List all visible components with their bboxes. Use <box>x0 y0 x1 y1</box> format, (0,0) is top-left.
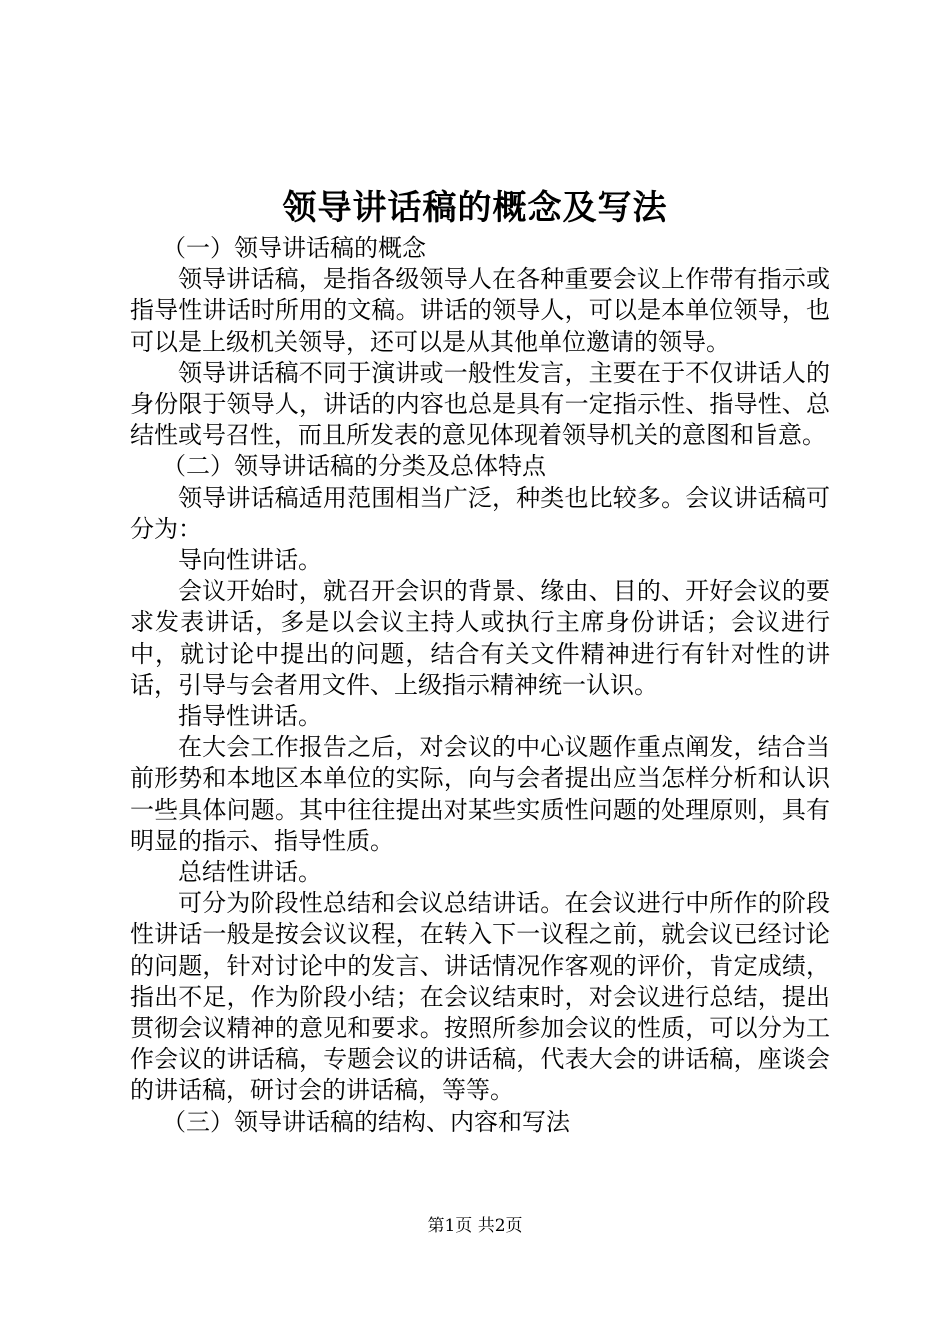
subheading-summary-speech: 总结性讲话。 <box>178 858 322 887</box>
paragraph: 领导讲话稿，是指各级领导人在各种重要会议上作带有指示或指导性讲话时所用的文稿。讲话的领导人，可以是本单位领导，也可以是上级机关领导，还可以是从其他单位邀请的领导。 <box>130 265 830 356</box>
section-heading-2: （二）领导讲话稿的分类及总体特点 <box>162 452 546 481</box>
paragraph: 可分为阶段性总结和会议总结讲话。在会议进行中所作的阶段性讲话一般是按会议议程，在转入下一议程之前，就会议已经讨论的问题，针对讨论中的发言、讲话情况作客观的评价，肯定成绩，指出不足，作为阶段小结；在会议结束时，对会议进行总结，提出贯彻会议精神的意见和要求。按照所参加会议的性质，可以分为工作会议的讲话稿，专题会议的讲话稿，代表大会的讲话稿，座谈会的讲话稿，研讨会的讲话稿，等等。 <box>130 889 830 1105</box>
paragraph: 会议开始时，就召开会识的背景、缘由、目的、开好会议的要求发表讲话，多是以会议主持人或执行主席身份讲话；会议进行中，就讨论中提出的问题，结合有关文件精神进行有针对性的讲话，引导与会者用文件、上级指示精神统一认识。 <box>130 577 830 699</box>
document-body <box>130 233 830 1138</box>
page-indicator: 第1页 共2页 <box>427 1216 523 1236</box>
subheading-directive-speech: 指导性讲话。 <box>178 702 322 731</box>
paragraph: 在大会工作报告之后，对会议的中心议题作重点阐发，结合当前形势和本地区本单位的实际，向与会者提出应当怎样分析和认识一些具体问题。其中往往提出对某些实质性问题的处理原则，具有明显的指示、指导性质。 <box>130 733 830 855</box>
paragraph: 领导讲话稿不同于演讲或一般性发言，主要在于不仅讲话人的身份限于领导人，讲话的内容也总是具有一定指示性、指导性、总结性或号召性，而且所发表的意见体现着领导机关的意图和旨意。 <box>130 358 830 450</box>
paragraph: 领导讲话稿适用范围相当广泛，种类也比较多。会议讲话稿可分为： <box>130 483 830 543</box>
section-heading-3: （三）领导讲话稿的结构、内容和写法 <box>162 1107 570 1136</box>
section-heading-1: （一）领导讲话稿的概念 <box>162 234 426 262</box>
subheading-guiding-speech: 导向性讲话。 <box>178 546 322 575</box>
document-title: 领导讲话稿的概念及写法 <box>282 188 668 228</box>
